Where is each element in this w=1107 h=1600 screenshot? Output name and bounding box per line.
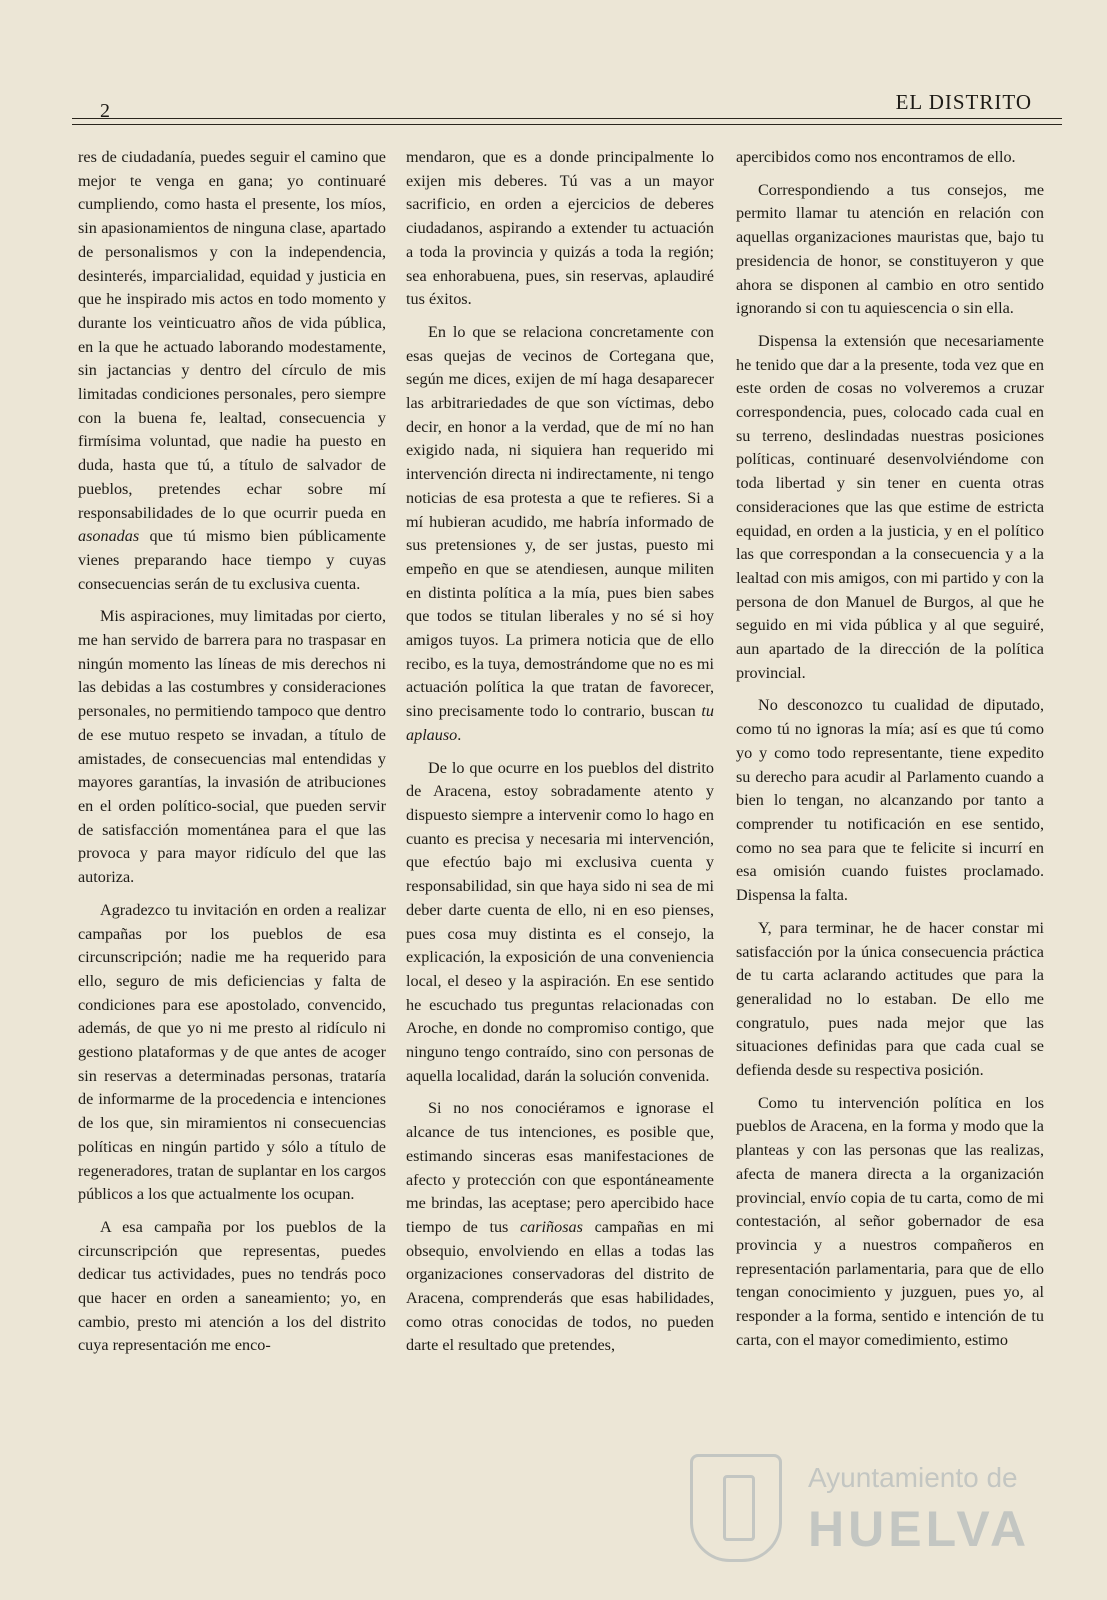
watermark-line-2: HUELVA bbox=[808, 1501, 1031, 1557]
paragraph bbox=[78, 899, 386, 1207]
coat-of-arms-icon bbox=[690, 1454, 782, 1562]
header-rule-thin bbox=[72, 124, 1062, 125]
paragraph bbox=[736, 179, 1044, 321]
text-column-2 bbox=[406, 146, 714, 1367]
paragraph-text: Como tu intervención política en los pueblos de Aracena, en la forma y modo que la planteas y con las personas que las realizas, afecta de manera directa a la organización provincial, envío copia de tu carta, como de mi contestación, al señor gobernador de esa provincia y a nuestros compañeros en representación parlamentaria, para que de ello tengan conocimiento y juzguen, pues yo, al responder a la forma, sentido e intención de tu carta, con el mayor comedimiento, estimo bbox=[736, 1093, 1044, 1349]
paragraph bbox=[736, 330, 1044, 686]
page-number: 2 bbox=[100, 100, 110, 122]
paragraph-text: En lo que se relaciona concretamente con esas quejas de vecinos de Cortegana que, según me dices, exijen de mí haga desaparecer las arbitrariedades de que son víctimas, debo decir, en honor a la verdad, que de mí no han exigido nada, ni siquiera han requerido mi intervención directa ni indirectamente, ni tengo noticias de esa protesta a que te refieres. Si a mí hubieran acudido, me habría informado de sus pretensiones y, de ser justas, puesto mi empeño en que se atendiesen, aunque militen en distinta política a la mía, pues bien sabes que todos se titulan liberales y no sé si hoy amigos tuyos. La primera noticia que de ello recibo, es la tuya, demostrándome que no es mi actuación política la que tratan de favorecer, sino precisamente todo lo contrario, buscan bbox=[406, 322, 714, 721]
header-rule bbox=[72, 118, 1062, 119]
paragraph bbox=[78, 1216, 386, 1358]
paragraph-text: Correspondiendo a tus consejos, me permito llamar tu atención en relación con aquellas organizaciones mauristas que, bajo tu presidencia de honor, se constituyeron y que ahora se disponen al cambio en otro sentido ignorando si con tu aquiescencia o sin ella. bbox=[736, 180, 1044, 318]
emphasized-text: cariñosas bbox=[519, 1217, 583, 1236]
paragraph-text: res de ciudadanía, puedes seguir el camino que mejor te venga en gana; yo continuaré cumpliendo, como hasta el presente, los míos, sin apasionamientos de ninguna clase, apartado de personalismos y con la independencia, desinterés, imparcialidad, equidad y justicia en que he inspirado mis actos en todo momento y durante los veinticuatro años de vida pública, en la que he actuado laborando modestamente, sin jactancias y dentro del círculo de mis limitadas condiciones personales, pero siempre con la buena fe, lealtad, consecuencia y firmísima voluntad, que nadie ha puesto en duda, hasta que tú, a título de salvador de pueblos, pretendes echar sobre mí responsabilidades de lo que ocurrir pueda en bbox=[78, 148, 386, 522]
paragraph bbox=[406, 146, 714, 312]
paragraph bbox=[736, 917, 1044, 1083]
paragraph bbox=[736, 146, 1044, 170]
watermark-line-1: Ayuntamiento de bbox=[808, 1462, 1018, 1493]
paragraph-text: apercibidos como nos encontramos de ello. bbox=[736, 148, 1016, 166]
paragraph bbox=[78, 146, 386, 596]
paragraph bbox=[736, 1092, 1044, 1353]
paragraph bbox=[78, 605, 386, 889]
paragraph-text: mendaron, que es a donde principalmente lo exijen mis deberes. Tú vas a un mayor sacrificio, en orden a ejercicios de deberes ciudadanos, aspirando a extender tu actuación a toda la provincia y quizás a toda la región; sea enhorabuena, pues, sin reservas, aplaudiré tus éxitos. bbox=[406, 148, 714, 309]
paragraph-text: que tú mismo bien públicamente vienes preparando hace tiempo y cuyas consecuencias serán de tu exclusiva cuenta. bbox=[78, 527, 386, 593]
paragraph-text: Y, para terminar, he de hacer constar mi satisfacción por la única consecuencia práctica de tu carta aclarando actitudes que para la generalidad no lo estaban. De ello me congratulo, pues nada mejor que las situaciones definidas para que cada cual se defienda desde su respectiva posición. bbox=[736, 918, 1044, 1080]
article-body bbox=[78, 146, 1058, 1506]
paragraph bbox=[406, 321, 714, 748]
paragraph-text: Agradezco tu invitación en orden a realizar campañas por los pueblos de esa circunscripción; nadie me ha requerido para ello, seguro de mis deficiencias y falta de condiciones para ese apostolado, convencido, además, de que yo ni me presto al ridículo ni gestiono plataformas y de que antes de acoger sin reservas a determinadas personas, trataría de informarme de la procedencia e intenciones de los que, sin miramientos ni consecuencias políticas en ningún partido y sólo a título de regeneradores, tratan de suplantar en los cargos públicos a los que actualmente los ocupan. bbox=[78, 900, 386, 1204]
text-column-3 bbox=[736, 146, 1044, 1361]
paragraph-text: Si no nos conociéramos e ignorase el alcance de tus intenciones, es posible que, estimando sinceras esas manifestaciones de afecto y protección con que espontáneamente me brindas, las aceptase; pero apercibido hace tiempo de tus bbox=[406, 1099, 714, 1236]
paragraph-text: Mis aspiraciones, muy limitadas por cierto, me han servido de barrera para no traspasar en ningún momento las líneas de mis derechos ni las debidas a las costumbres y consideraciones personales, no permitiendo tampoco que dentro de ese mutuo respeto se invadan, a título de amistades, de consecuencias mal entendidas y mayores garantías, la invasión de atribuciones en el orden político-social, que pueden servir de satisfacción momentánea para el que las provoca y para mayor ridículo del que las autoriza. bbox=[78, 607, 386, 887]
paragraph bbox=[406, 757, 714, 1089]
page-header bbox=[72, 88, 1062, 124]
paragraph-text: . bbox=[457, 725, 462, 744]
emphasized-text: asonadas bbox=[78, 527, 140, 546]
paragraph-text: Dispensa la extensión que necesariamente he tenido que dar a la presente, toda vez que en este orden de cosas no volveremos a cruzar correspondencia, pues, colocado cada cual en su terreno, deslindadas nuestras posiciones políticas, continuaré desenvolviéndome con toda libertad y sin tener en cuenta otras consideraciones que las que estime de estricta equidad, en orden a la justicia, y en el político las que correspondan a la consecuencia y a la lealtad con mis amigos, con mi partido y con la persona de don Manuel de Burgos, al que he seguido en mi vida pública y al que seguiré, aun apartado de la dirección de la política provincial. bbox=[736, 331, 1044, 682]
newspaper-masthead: EL DISTRITO bbox=[895, 90, 1032, 114]
emphasized-text: tu aplauso bbox=[406, 702, 714, 744]
paragraph-text: No desconozco tu cualidad de diputado, como tú no ignoras la mía; así es que tú como yo y como todo representante, tiene expedito su derecho para acudir al Parlamento cuando a bien lo tengan, no alcanzando por tanto a comprender tu notificación en ese sentido, como no sea para que te felicite si incurrí en esa omisión cuando fuistes proclamado. Dispensa la falta. bbox=[736, 696, 1044, 905]
paragraph bbox=[406, 1097, 714, 1358]
text-column-1 bbox=[78, 146, 386, 1367]
paragraph-text: De lo que ocurre en los pueblos del distrito de Aracena, estoy sobradamente atento y dispuesto siempre a intervenir como lo hago en cuanto es precisa y necesaria mi intervención, que efectúo bajo mi exclusiva cuenta y responsabilidad, sin que haya sido ni sea de mi deber darte cuenta de ello, ni en eso pienses, pues cosa muy distinta es el consejo, la explicación, la exposición de una conveniencia local, el deseo y la aspiración. En ese sentido he escuchado tus preguntas relacionadas con Aroche, en donde no compromiso contigo, que ninguno tengo contraído, sino con personas de aquella localidad, darán la solución convenida. bbox=[406, 758, 714, 1085]
archive-watermark bbox=[690, 1448, 1050, 1568]
paragraph-text: campañas en mi obsequio, envolviendo en ellas a todas las organizaciones conservadoras del distrito de Aracena, comprenderás que esas habilidades, como otras conocidas de todos, no pueden darte el resultado que pretendes, bbox=[406, 1217, 714, 1355]
paragraph bbox=[736, 694, 1044, 907]
paragraph-text: A esa campaña por los pueblos de la circunscripción que representas, puedes dedicar tus actividades, pues no tendrás poco que hacer en orden a saneamiento; yo, en cambio, presto mi atención a los del distrito cuya representación me enco- bbox=[78, 1217, 386, 1355]
